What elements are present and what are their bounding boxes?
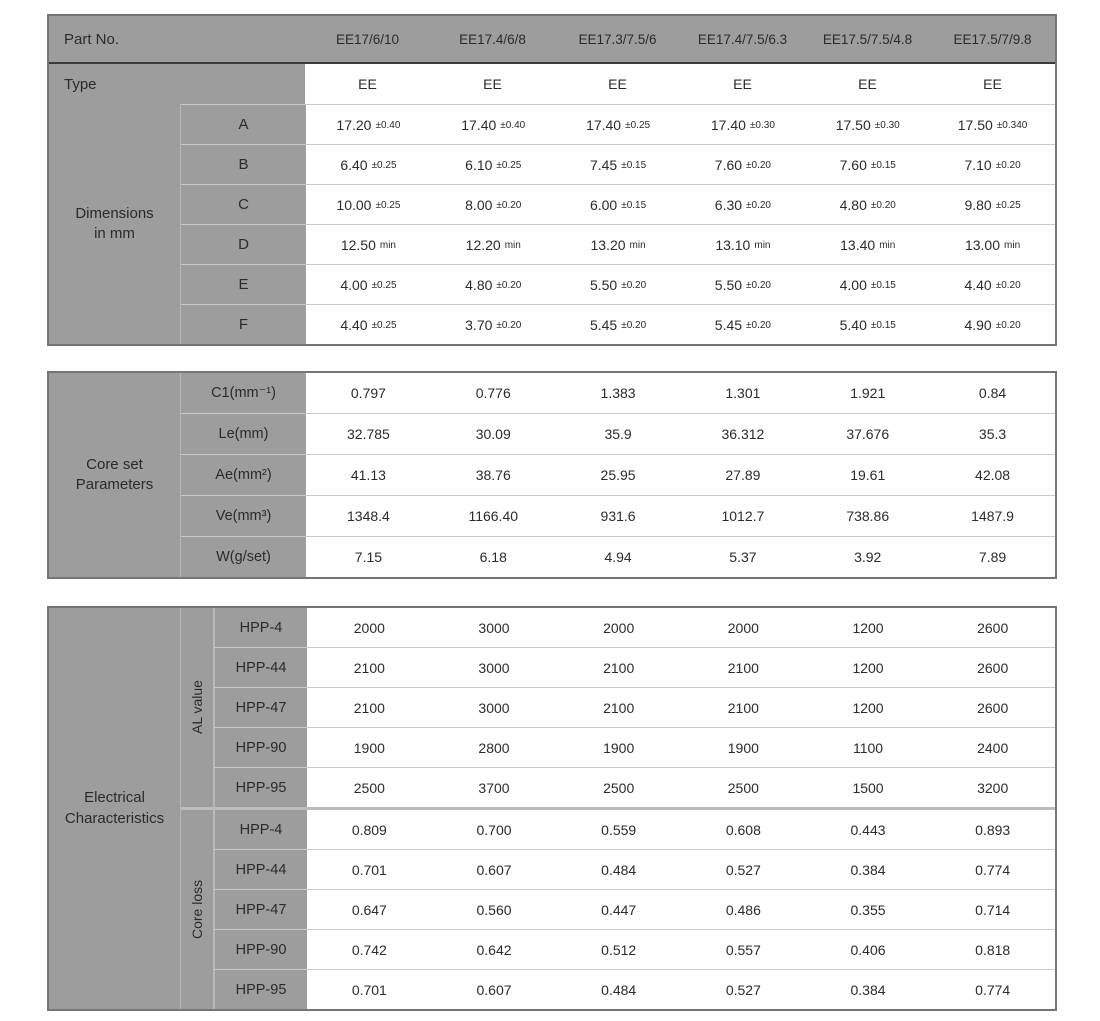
electrical-table — [47, 606, 1057, 1011]
dimension-value: 4.80 — [465, 276, 493, 293]
dimension-value: 7.10 — [964, 156, 992, 173]
parameter-value-cell: 35.3 — [930, 414, 1055, 454]
material-label: HPP-44 — [214, 648, 307, 687]
core-set-row — [181, 454, 1055, 495]
material-label: HPP-4 — [214, 608, 307, 647]
dimension-tolerance: min — [504, 240, 521, 251]
parameter-value-cell: 41.13 — [306, 455, 431, 495]
material-value-cell: 1200 — [806, 608, 931, 647]
dimension-value-cell — [431, 145, 556, 184]
dimension-value-cell — [805, 225, 930, 264]
dimension-value: 8.00 — [465, 196, 493, 213]
dimension-value: 4.90 — [964, 316, 992, 333]
dimension-value-cell — [805, 305, 930, 344]
material-value-cell: 2000 — [556, 608, 681, 647]
material-value-cell: 0.701 — [307, 850, 432, 889]
dimension-value-cell — [556, 105, 681, 144]
dimension-value: 6.40 — [340, 156, 368, 173]
parameter-value-cell: 4.94 — [556, 537, 681, 577]
material-value-cell: 2100 — [307, 688, 432, 727]
dimension-value: 13.00 — [964, 236, 1001, 253]
parameter-value-cell: 1348.4 — [306, 496, 431, 536]
dimension-tolerance: ±0.20 — [746, 200, 771, 211]
dimension-value-cell — [680, 145, 805, 184]
dimension-value-cell — [556, 305, 681, 344]
dimension-value-cell — [680, 105, 805, 144]
dimensions-table — [47, 14, 1057, 346]
dimension-tolerance: ±0.40 — [500, 120, 526, 131]
parameter-value-cell: 6.18 — [431, 537, 556, 577]
material-value-cell: 2600 — [930, 608, 1055, 647]
material-value-cell: 2500 — [307, 768, 432, 807]
material-row — [214, 727, 1055, 767]
material-value-cell: 0.647 — [307, 890, 432, 929]
material-value-cell: 1100 — [806, 728, 931, 767]
dimension-value-cell — [431, 105, 556, 144]
dimension-tolerance: ±0.20 — [870, 200, 896, 211]
dimension-value: 6.00 — [589, 196, 618, 213]
dimension-value: 5.50 — [589, 276, 618, 293]
type-value-cell: EE — [805, 64, 930, 104]
part-no-label: Part No. — [64, 30, 120, 48]
dimension-tolerance: ±0.20 — [621, 280, 647, 291]
core-set-group-label: Core set Parameters — [49, 373, 181, 577]
type-value-cell: EE — [930, 64, 1055, 104]
dimension-row — [181, 304, 1055, 344]
dimension-value: 5.45 — [714, 316, 743, 333]
parameter-label: Ve(mm³) — [181, 496, 306, 536]
section-rows — [214, 810, 1055, 1009]
material-value-cell: 0.557 — [681, 930, 806, 969]
dimension-value-cell — [306, 305, 431, 344]
material-row — [214, 647, 1055, 687]
dimension-row — [181, 224, 1055, 264]
dimension-tolerance: ±0.20 — [995, 320, 1021, 331]
dimension-value: 5.40 — [839, 316, 867, 333]
material-value-cell: 0.642 — [432, 930, 557, 969]
type-value-cell: EE — [680, 64, 805, 104]
dimension-value-cell — [431, 265, 556, 304]
type-value-cell: EE — [430, 64, 555, 104]
core-set-table — [47, 371, 1057, 579]
material-value-cell: 3700 — [432, 768, 557, 807]
dimension-label: D — [181, 225, 306, 264]
dimension-value: 12.20 — [465, 236, 501, 253]
dimension-value-cell — [930, 305, 1055, 344]
dimensions-body — [49, 104, 1055, 344]
dimension-value-cell — [556, 185, 681, 224]
dimension-value-cell — [306, 185, 431, 224]
material-value-cell: 2100 — [681, 648, 806, 687]
core-set-row — [181, 413, 1055, 454]
material-value-cell: 1500 — [806, 768, 931, 807]
material-row — [214, 969, 1055, 1009]
dimension-row — [181, 184, 1055, 224]
dimension-value-cell — [805, 185, 930, 224]
dimension-tolerance: ±0.20 — [496, 200, 522, 211]
type-value-cell: EE — [305, 64, 430, 104]
dimension-value: 7.60 — [839, 156, 867, 173]
dimension-value-cell — [431, 305, 556, 344]
dimension-value: 5.45 — [589, 316, 618, 333]
dimension-value-cell — [680, 305, 805, 344]
parameter-value-cell: 1166.40 — [431, 496, 556, 536]
material-value-cell: 0.809 — [307, 810, 432, 849]
material-value-cell: 2500 — [681, 768, 806, 807]
material-value-cell: 0.742 — [307, 930, 432, 969]
dimension-tolerance: ±0.25 — [496, 160, 522, 171]
dimension-label: A — [181, 105, 306, 144]
dimension-value-cell — [805, 105, 930, 144]
dimension-label: B — [181, 145, 306, 184]
parameter-value-cell: 5.37 — [680, 537, 805, 577]
material-value-cell: 0.484 — [556, 970, 681, 1009]
material-label: HPP-90 — [214, 728, 307, 767]
material-label: HPP-44 — [214, 850, 307, 889]
dimension-value-cell — [930, 185, 1055, 224]
dimension-label: F — [181, 305, 306, 344]
part-number-columns — [305, 16, 1055, 62]
dimension-tolerance: ±0.340 — [996, 120, 1028, 131]
material-value-cell: 2000 — [307, 608, 432, 647]
material-value-cell: 0.486 — [681, 890, 806, 929]
material-value-cell: 0.774 — [930, 850, 1055, 889]
parameter-label: Ae(mm²) — [181, 455, 306, 495]
material-value-cell: 0.700 — [432, 810, 557, 849]
parameter-value-cell: 3.92 — [805, 537, 930, 577]
material-label: HPP-95 — [214, 768, 307, 807]
dimension-tolerance: ±0.25 — [371, 160, 397, 171]
dimension-tolerance: min — [1004, 240, 1021, 251]
dimension-value-cell — [556, 225, 681, 264]
dimension-tolerance: ±0.15 — [870, 160, 896, 171]
material-row — [214, 849, 1055, 889]
dimension-value: 13.10 — [715, 236, 751, 253]
dimension-label: C — [181, 185, 306, 224]
dimension-tolerance: ±0.20 — [496, 320, 522, 331]
dimension-tolerance: min — [754, 240, 771, 251]
dimension-value: 17.50 — [835, 116, 871, 133]
material-value-cell: 0.384 — [806, 850, 931, 889]
core-set-body — [49, 373, 1055, 577]
dimension-tolerance: ±0.20 — [995, 280, 1021, 291]
part-number-cell: EE17/6/10 — [335, 31, 400, 47]
part-number-cell: EE17.5/7.5/4.8 — [822, 31, 913, 47]
type-values — [305, 64, 1055, 104]
electrical-group-label: Electrical Characteristics — [49, 608, 181, 1009]
material-value-cell: 0.607 — [432, 970, 557, 1009]
core-set-row — [181, 495, 1055, 536]
parameter-value-cell: 931.6 — [556, 496, 681, 536]
parameter-value-cell: 35.9 — [556, 414, 681, 454]
parameter-value-cell: 738.86 — [805, 496, 930, 536]
material-value-cell: 3200 — [930, 768, 1055, 807]
dimensions-group-label: Dimensions in mm — [49, 104, 181, 344]
dimension-tolerance: ±0.15 — [870, 280, 896, 291]
material-value-cell: 0.406 — [806, 930, 931, 969]
material-value-cell: 2600 — [930, 688, 1055, 727]
material-value-cell: 3000 — [432, 608, 557, 647]
dimension-tolerance: ±0.15 — [621, 160, 647, 171]
parameter-value-cell: 25.95 — [556, 455, 681, 495]
dimension-value-cell — [431, 185, 556, 224]
dimension-value: 4.80 — [839, 196, 867, 213]
dimension-value: 17.40 — [586, 116, 622, 133]
dimension-tolerance: ±0.15 — [621, 200, 647, 211]
dimension-value-cell — [556, 145, 681, 184]
material-value-cell: 0.818 — [930, 930, 1055, 969]
dimension-value-cell — [306, 105, 431, 144]
dimension-value-cell — [930, 105, 1055, 144]
material-value-cell: 1200 — [806, 688, 931, 727]
dimension-value: 4.40 — [964, 276, 992, 293]
dimension-row — [181, 264, 1055, 304]
dimension-value-cell — [556, 265, 681, 304]
dimension-value-cell — [431, 225, 556, 264]
material-value-cell: 0.714 — [930, 890, 1055, 929]
material-value-cell: 2500 — [556, 768, 681, 807]
parameter-value-cell: 0.797 — [306, 373, 431, 413]
parameter-value-cell: 7.89 — [930, 537, 1055, 577]
material-value-cell: 3000 — [432, 688, 557, 727]
dimension-value-cell — [680, 225, 805, 264]
parameter-value-cell: 38.76 — [431, 455, 556, 495]
part-number-cell: EE17.5/7/9.8 — [953, 31, 1032, 47]
material-value-cell: 2400 — [930, 728, 1055, 767]
dimension-tolerance: ±0.25 — [371, 320, 397, 331]
material-value-cell: 2000 — [681, 608, 806, 647]
parameter-value-cell: 1.921 — [805, 373, 930, 413]
electrical-section — [181, 608, 1055, 807]
dimension-tolerance: ±0.25 — [371, 280, 397, 291]
core-set-row — [181, 373, 1055, 413]
material-value-cell: 0.607 — [432, 850, 557, 889]
material-value-cell: 0.443 — [806, 810, 931, 849]
section-vertical-label: AL value — [181, 608, 214, 807]
material-value-cell: 0.527 — [681, 850, 806, 889]
dimension-row — [181, 144, 1055, 184]
material-value-cell: 1900 — [556, 728, 681, 767]
material-value-cell: 0.355 — [806, 890, 931, 929]
dimension-value: 13.20 — [590, 236, 626, 253]
type-label: Type — [49, 64, 305, 104]
material-label: HPP-4 — [214, 810, 307, 849]
dimension-value-cell — [680, 265, 805, 304]
material-row — [214, 889, 1055, 929]
parameter-value-cell: 7.15 — [306, 537, 431, 577]
material-label: HPP-47 — [214, 890, 307, 929]
section-rows — [214, 608, 1055, 807]
dimension-value: 7.45 — [589, 156, 618, 173]
material-value-cell: 2100 — [556, 648, 681, 687]
dimension-tolerance: ±0.20 — [746, 320, 771, 331]
dimension-value: 6.10 — [465, 156, 493, 173]
dimension-tolerance: min — [379, 240, 396, 251]
dimension-tolerance: ±0.30 — [874, 120, 900, 131]
dimension-value-cell — [306, 145, 431, 184]
material-value-cell: 2100 — [307, 648, 432, 687]
dimension-tolerance: ±0.30 — [749, 120, 775, 131]
parameter-value-cell: 19.61 — [805, 455, 930, 495]
dimension-tolerance: ±0.20 — [995, 160, 1021, 171]
dimension-value: 17.20 — [336, 116, 372, 133]
part-number-cell: EE17.4/7.5/6.3 — [697, 31, 788, 47]
dimension-tolerance: ±0.15 — [870, 320, 896, 331]
electrical-section — [181, 807, 1055, 1009]
dimension-value-cell — [680, 185, 805, 224]
dimension-tolerance: ±0.40 — [375, 120, 401, 131]
material-row — [214, 767, 1055, 807]
dimension-value: 6.30 — [714, 196, 743, 213]
dimension-value: 9.80 — [964, 196, 992, 213]
type-value-cell: EE — [555, 64, 680, 104]
parameter-label: W(g/set) — [181, 537, 306, 577]
dimension-value: 3.70 — [465, 316, 493, 333]
parameter-value-cell: 1487.9 — [930, 496, 1055, 536]
dimension-value: 4.00 — [340, 276, 368, 293]
dimension-value-cell — [930, 265, 1055, 304]
material-value-cell: 0.384 — [806, 970, 931, 1009]
parameter-value-cell: 37.676 — [805, 414, 930, 454]
material-value-cell: 1900 — [307, 728, 432, 767]
core-set-rows — [181, 373, 1055, 577]
material-value-cell: 1900 — [681, 728, 806, 767]
part-number-cell: EE17.3/7.5/6 — [578, 31, 657, 47]
dimension-tolerance: ±0.25 — [995, 200, 1021, 211]
dimension-value-cell — [805, 265, 930, 304]
material-row — [214, 608, 1055, 647]
part-number-cell: EE17.4/6/8 — [459, 31, 526, 47]
dimension-tolerance: ±0.20 — [621, 320, 647, 331]
dimension-tolerance: ±0.20 — [746, 160, 771, 171]
material-value-cell: 1200 — [806, 648, 931, 687]
material-value-cell: 0.527 — [681, 970, 806, 1009]
parameter-value-cell: 36.312 — [680, 414, 805, 454]
material-value-cell: 2100 — [556, 688, 681, 727]
material-label: HPP-47 — [214, 688, 307, 727]
dimension-tolerance: ±0.20 — [746, 280, 771, 291]
material-value-cell: 0.560 — [432, 890, 557, 929]
dimension-value: 12.50 — [340, 236, 376, 253]
dimension-value: 5.50 — [714, 276, 743, 293]
material-value-cell: 0.512 — [556, 930, 681, 969]
dimension-value-cell — [306, 225, 431, 264]
parameter-label: Le(mm) — [181, 414, 306, 454]
parameter-value-cell: 27.89 — [680, 455, 805, 495]
parameter-value-cell: 32.785 — [306, 414, 431, 454]
dimension-tolerance: min — [879, 240, 896, 251]
dimension-value: 10.00 — [336, 196, 372, 213]
material-value-cell: 0.774 — [930, 970, 1055, 1009]
dimension-tolerance: ±0.25 — [375, 200, 401, 211]
dimension-value: 13.40 — [840, 236, 876, 253]
dimension-row — [181, 104, 1055, 144]
material-label: HPP-95 — [214, 970, 307, 1009]
dimension-value-cell — [306, 265, 431, 304]
part-no-header-row — [49, 16, 1055, 64]
material-value-cell: 0.447 — [556, 890, 681, 929]
material-value-cell: 3000 — [432, 648, 557, 687]
material-value-cell: 0.559 — [556, 810, 681, 849]
parameter-value-cell: 1012.7 — [680, 496, 805, 536]
material-value-cell: 0.484 — [556, 850, 681, 889]
parameter-label: C1(mm⁻¹) — [181, 373, 306, 413]
dimension-label: E — [181, 265, 306, 304]
dimension-tolerance: min — [629, 240, 646, 251]
dimension-value-cell — [930, 145, 1055, 184]
section-vertical-label: Core loss — [181, 810, 214, 1009]
parameter-value-cell: 30.09 — [431, 414, 556, 454]
dimension-rows — [181, 104, 1055, 344]
material-row — [214, 929, 1055, 969]
dimension-tolerance: ±0.20 — [496, 280, 522, 291]
electrical-body — [49, 608, 1055, 1009]
parameter-value-cell: 1.301 — [680, 373, 805, 413]
parameter-value-cell: 0.84 — [930, 373, 1055, 413]
dimension-value: 4.00 — [839, 276, 867, 293]
dimension-value-cell — [805, 145, 930, 184]
type-row — [49, 64, 1055, 104]
material-value-cell: 2800 — [432, 728, 557, 767]
dimension-value: 17.50 — [957, 116, 993, 133]
material-row — [214, 687, 1055, 727]
core-set-row — [181, 536, 1055, 577]
parameter-value-cell: 1.383 — [556, 373, 681, 413]
material-value-cell: 2600 — [930, 648, 1055, 687]
dimension-value: 7.60 — [714, 156, 743, 173]
dimension-value-cell — [930, 225, 1055, 264]
material-value-cell: 0.893 — [930, 810, 1055, 849]
parameter-value-cell: 0.776 — [431, 373, 556, 413]
material-row — [214, 810, 1055, 849]
parameter-value-cell: 42.08 — [930, 455, 1055, 495]
dimension-value: 17.40 — [710, 116, 746, 133]
material-value-cell: 0.608 — [681, 810, 806, 849]
dimension-tolerance: ±0.25 — [625, 120, 651, 131]
material-value-cell: 2100 — [681, 688, 806, 727]
dimension-value: 4.40 — [340, 316, 368, 333]
material-value-cell: 0.701 — [307, 970, 432, 1009]
dimension-value: 17.40 — [461, 116, 497, 133]
material-label: HPP-90 — [214, 930, 307, 969]
electrical-sections — [181, 608, 1055, 1009]
